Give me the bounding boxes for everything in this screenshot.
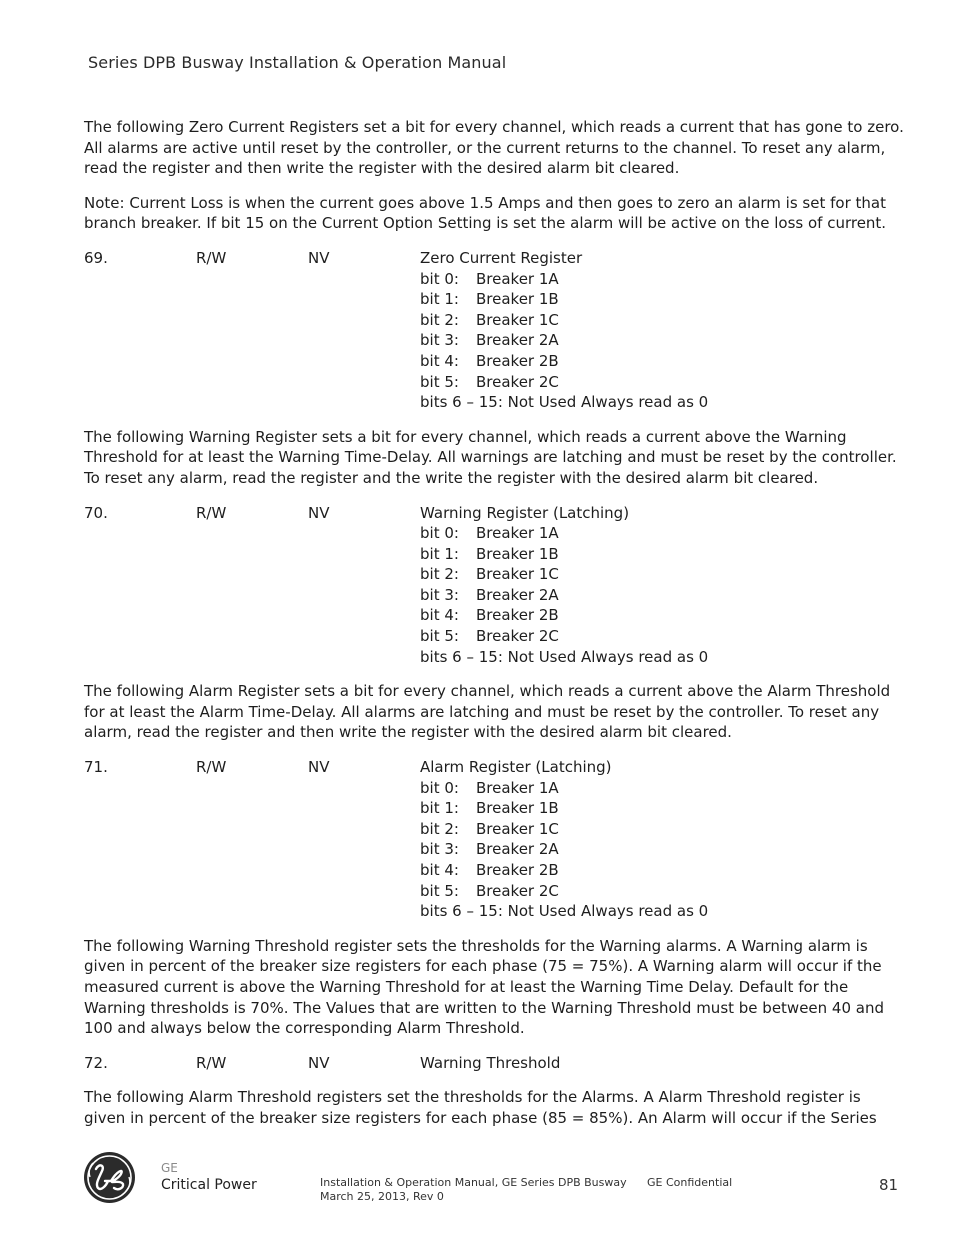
bit-label: Breaker 2B <box>476 861 559 879</box>
footer-manual-title: Installation & Operation Manual, GE Series DPB Busway <box>320 1176 627 1189</box>
register-title: Alarm Register (Latching) <box>420 758 612 777</box>
bit-label: Breaker 2A <box>476 585 559 604</box>
bit-index: bit 3: <box>420 331 459 350</box>
paragraph-warning-threshold-intro: The following Warning Threshold register sets the thresholds for the Warning alarms. A Warning alarm is given in percent of the breaker size registers for each phase (75 = 75%). A Warning alarm will occur if the measured current is above the Warning Threshold for at least the Warning Time Delay. Default for the Warning thresholds is 70%. The Values that are written to the Warning Threshold must be between 40 and 100 and always below the corresponding Alarm Threshold. <box>84 936 885 1038</box>
bit-line <box>420 310 906 331</box>
page-content <box>84 117 906 1143</box>
bit-index: bit 3: <box>420 840 459 859</box>
bit-line <box>420 351 906 372</box>
bit-index: bit 4: <box>420 606 459 625</box>
page-header-title: Series DPB Busway Installation & Operation Manual <box>88 53 507 72</box>
bit-line <box>420 778 906 799</box>
bit-line <box>420 881 906 902</box>
register-details <box>420 1053 906 1074</box>
bit-index: bit 2: <box>420 565 459 584</box>
paragraph-alarm-register-intro: The following Alarm Register sets a bit for every channel, which reads a current above the Alarm Threshold for at least the Alarm Time-Delay. All alarms are latching and must be reset by the controller. To reset any alarm, read the register and then write the register with the desired alarm bit cleared. <box>84 682 891 742</box>
bit-index: bit 4: <box>420 861 459 879</box>
register-title: Zero Current Register <box>420 248 583 267</box>
bit-label: Breaker 1B <box>476 799 559 818</box>
paragraph-alarm-threshold-intro: The following Alarm Threshold registers set the thresholds for the Alarms. A Alarm Threshold register is given in percent of the breaker size registers for each phase (85 = 85%). An Alarm will occur if the Series <box>84 1088 877 1127</box>
bit-line <box>420 544 906 565</box>
register-title: Warning Register (Latching) <box>420 503 630 522</box>
register-72 <box>84 1053 906 1074</box>
bit-label: Breaker 2C <box>476 627 559 646</box>
register-title: Warning Threshold <box>420 1053 561 1072</box>
bit-label: Breaker 2C <box>476 881 559 900</box>
unused-bits-note: bits 6 – 15: Not Used Always read as 0 <box>420 902 709 921</box>
bit-index: bit 4: <box>420 351 459 370</box>
bit-line <box>420 798 906 819</box>
bit-label: Breaker 2C <box>476 372 559 391</box>
footer-confidential: GE Confidential <box>647 1176 733 1189</box>
register-number: 72. <box>84 1053 108 1072</box>
bit-index: bit 0: <box>420 778 459 797</box>
ge-monogram-icon <box>83 1151 136 1204</box>
bit-label: Breaker 2B <box>476 351 559 370</box>
bit-line <box>420 605 906 626</box>
register-access: R/W <box>196 248 227 267</box>
register-storage: NV <box>308 248 330 267</box>
bit-line <box>420 860 906 881</box>
register-details <box>420 757 906 922</box>
bit-index: bit 0: <box>420 524 459 543</box>
register-storage: NV <box>308 1053 330 1072</box>
footer-manual-date: March 25, 2013, Rev 0 <box>320 1190 444 1203</box>
bit-line <box>420 839 906 860</box>
bit-label: Breaker 1A <box>476 269 559 288</box>
footer-manual-info <box>320 1176 627 1204</box>
bit-label: Breaker 2A <box>476 331 559 350</box>
bit-label: Breaker 1B <box>476 544 559 563</box>
bit-label: Breaker 1C <box>476 310 559 329</box>
bit-label: Breaker 2B <box>476 606 559 625</box>
bit-index: bit 1: <box>420 290 459 309</box>
paragraph-current-loss-note: Note: Current Loss is when the current goes above 1.5 Amps and then goes to zero an alarm is set for that branch breaker. If bit 15 on the Current Option Setting is set the alarm will be active on the loss of current. <box>84 193 887 233</box>
register-details <box>420 503 906 668</box>
bit-line <box>420 523 906 544</box>
register-69 <box>84 248 906 413</box>
bit-line <box>420 330 906 351</box>
paragraph-zero-current-intro: The following Zero Current Registers set a bit for every channel, which reads a current that has gone to zero. All alarms are active until reset by the controller, or the current returns to the channel. To reset any alarm, read the register and then write the register with the desired alarm bit cleared. <box>84 118 904 178</box>
footer-company <box>161 1160 257 1194</box>
bit-index: bit 5: <box>420 372 459 391</box>
register-storage: NV <box>308 758 330 777</box>
bit-line <box>420 564 906 585</box>
unused-bits-note: bits 6 – 15: Not Used Always read as 0 <box>420 393 709 412</box>
register-access: R/W <box>196 1053 227 1072</box>
register-number: 71. <box>84 758 108 777</box>
bit-index: bit 3: <box>420 585 459 604</box>
bit-index: bit 1: <box>420 799 459 818</box>
register-70 <box>84 503 906 668</box>
register-number: 70. <box>84 503 108 522</box>
bit-index: bit 2: <box>420 819 459 838</box>
bit-line <box>420 626 906 647</box>
register-number: 69. <box>84 248 108 267</box>
register-storage: NV <box>308 503 330 522</box>
bit-index: bit 0: <box>420 269 459 288</box>
bit-line <box>420 372 906 393</box>
footer-company-ge: GE <box>161 1161 178 1175</box>
bit-index: bit 1: <box>420 544 459 563</box>
bit-label: Breaker 1B <box>476 290 559 309</box>
bit-line <box>420 289 906 310</box>
register-details <box>420 248 906 413</box>
footer-company-name: Critical Power <box>161 1177 257 1193</box>
register-71 <box>84 757 906 922</box>
bit-index: bit 5: <box>420 881 459 900</box>
bit-label: Breaker 1C <box>476 819 559 838</box>
bit-index: bit 5: <box>420 627 459 646</box>
bit-label: Breaker 1A <box>476 524 559 543</box>
register-access: R/W <box>196 503 227 522</box>
bit-label: Breaker 2A <box>476 840 559 859</box>
register-access: R/W <box>196 758 227 777</box>
bit-line <box>420 269 906 290</box>
bit-index: bit 2: <box>420 310 459 329</box>
unused-bits-note: bits 6 – 15: Not Used Always read as 0 <box>420 647 709 666</box>
bit-label: Breaker 1C <box>476 565 559 584</box>
bit-label: Breaker 1A <box>476 778 559 797</box>
page-number: 81 <box>879 1176 899 1194</box>
paragraph-warning-register-intro: The following Warning Register sets a bit for every channel, which reads a current above the Warning Threshold for at least the Warning Time-Delay. All warnings are latching and must be reset by the controller. To reset any alarm, read the register and the write the register with the desired alarm bit cleared. <box>84 427 897 487</box>
bit-line <box>420 819 906 840</box>
bit-line <box>420 585 906 606</box>
